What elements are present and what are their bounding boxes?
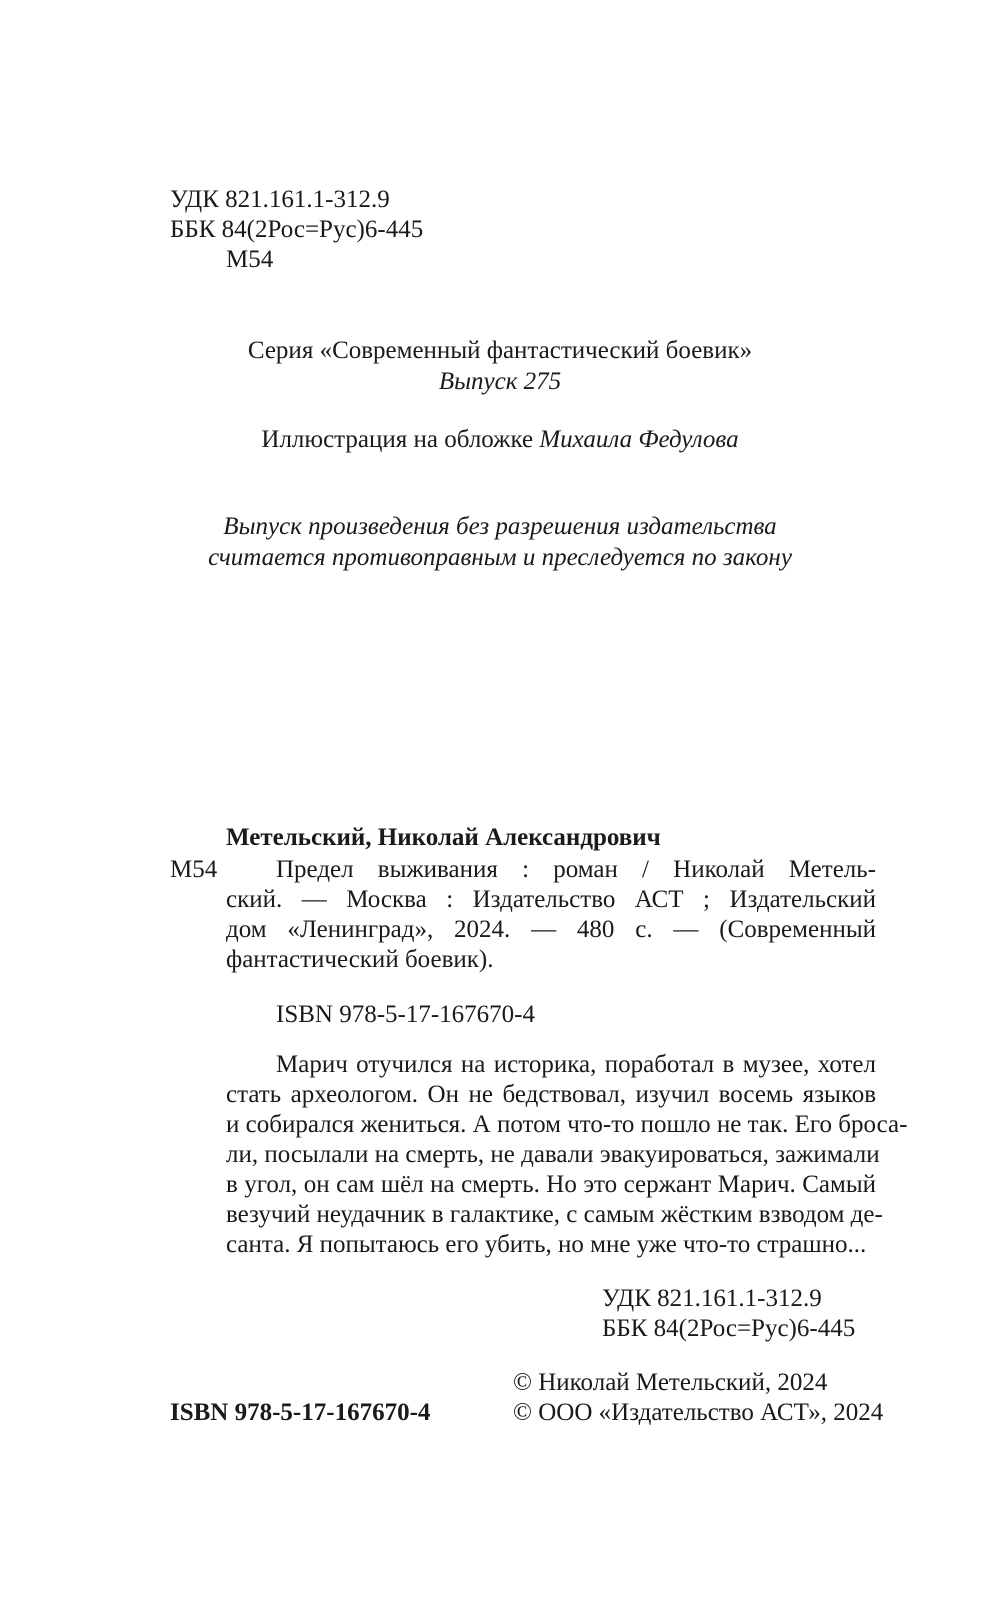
description-line: дом «Ленинград», 2024. — 480 с. — (Современный	[226, 916, 876, 943]
series-line: Серия «Современный фантастический боевик»	[247, 337, 753, 364]
description-line: Предел выживания : роман / Николай Метель-	[276, 856, 876, 883]
catalog-udk: УДК 821.161.1-312.9	[602, 1285, 822, 1312]
series-issue: Выпуск 275	[438, 368, 562, 395]
annotation-line: в угол, он сам шёл на смерть. Но это сержант Марич. Самый	[226, 1171, 876, 1198]
annotation-line: везучий неудачник в галактике, с самым жёстким взводом де-	[226, 1201, 883, 1228]
annotation-line: и собирался жениться. А потом что-то пошло не так. Его броса-	[226, 1111, 908, 1138]
warning-line-1: Выпуск произведения без разрешения издательства	[223, 513, 777, 540]
annotation-line: санта. Я попытаюсь его убить, но мне уже что-то страшно...	[226, 1231, 867, 1258]
catalog-bbk: ББК 84(2Рос=Рус)6-445	[602, 1315, 856, 1342]
udk-code: УДК 821.161.1-312.9	[170, 186, 390, 213]
catalog-author: Метельский, Николай Александрович	[226, 824, 661, 851]
bbk-code: ББК 84(2Рос=Рус)6-445	[170, 216, 424, 243]
annotation-line: Марич отучился на историка, поработал в музее, хотел	[276, 1051, 876, 1078]
description-line: ский. — Москва : Издательство АСТ ; Издательский	[226, 886, 876, 913]
copyright-author: © Николай Метельский, 2024	[513, 1369, 828, 1396]
catalog-isbn: ISBN 978-5-17-167670-4	[276, 1001, 536, 1028]
copyright-publisher: © ООО «Издательство АСТ», 2024	[513, 1399, 884, 1426]
annotation-line: ли, посылали на смерть, не давали эвакуироваться, зажимали	[226, 1141, 880, 1168]
footer-isbn: ISBN 978-5-17-167670-4	[170, 1399, 431, 1426]
illustration-credit	[0, 425, 1000, 455]
illustration-prefix: Иллюстрация на обложке	[261, 426, 534, 453]
description-line: фантастический боевик).	[226, 946, 494, 973]
annotation-line: стать археологом. Он не бедствовал, изучил восемь языков	[226, 1081, 876, 1108]
author-mark: М54	[226, 246, 274, 273]
illustration-artist: Михаила Федулова	[539, 426, 739, 453]
catalog-mark: М54	[170, 856, 218, 883]
warning-line-2: считается противоправным и преследуется по закону	[208, 544, 792, 571]
